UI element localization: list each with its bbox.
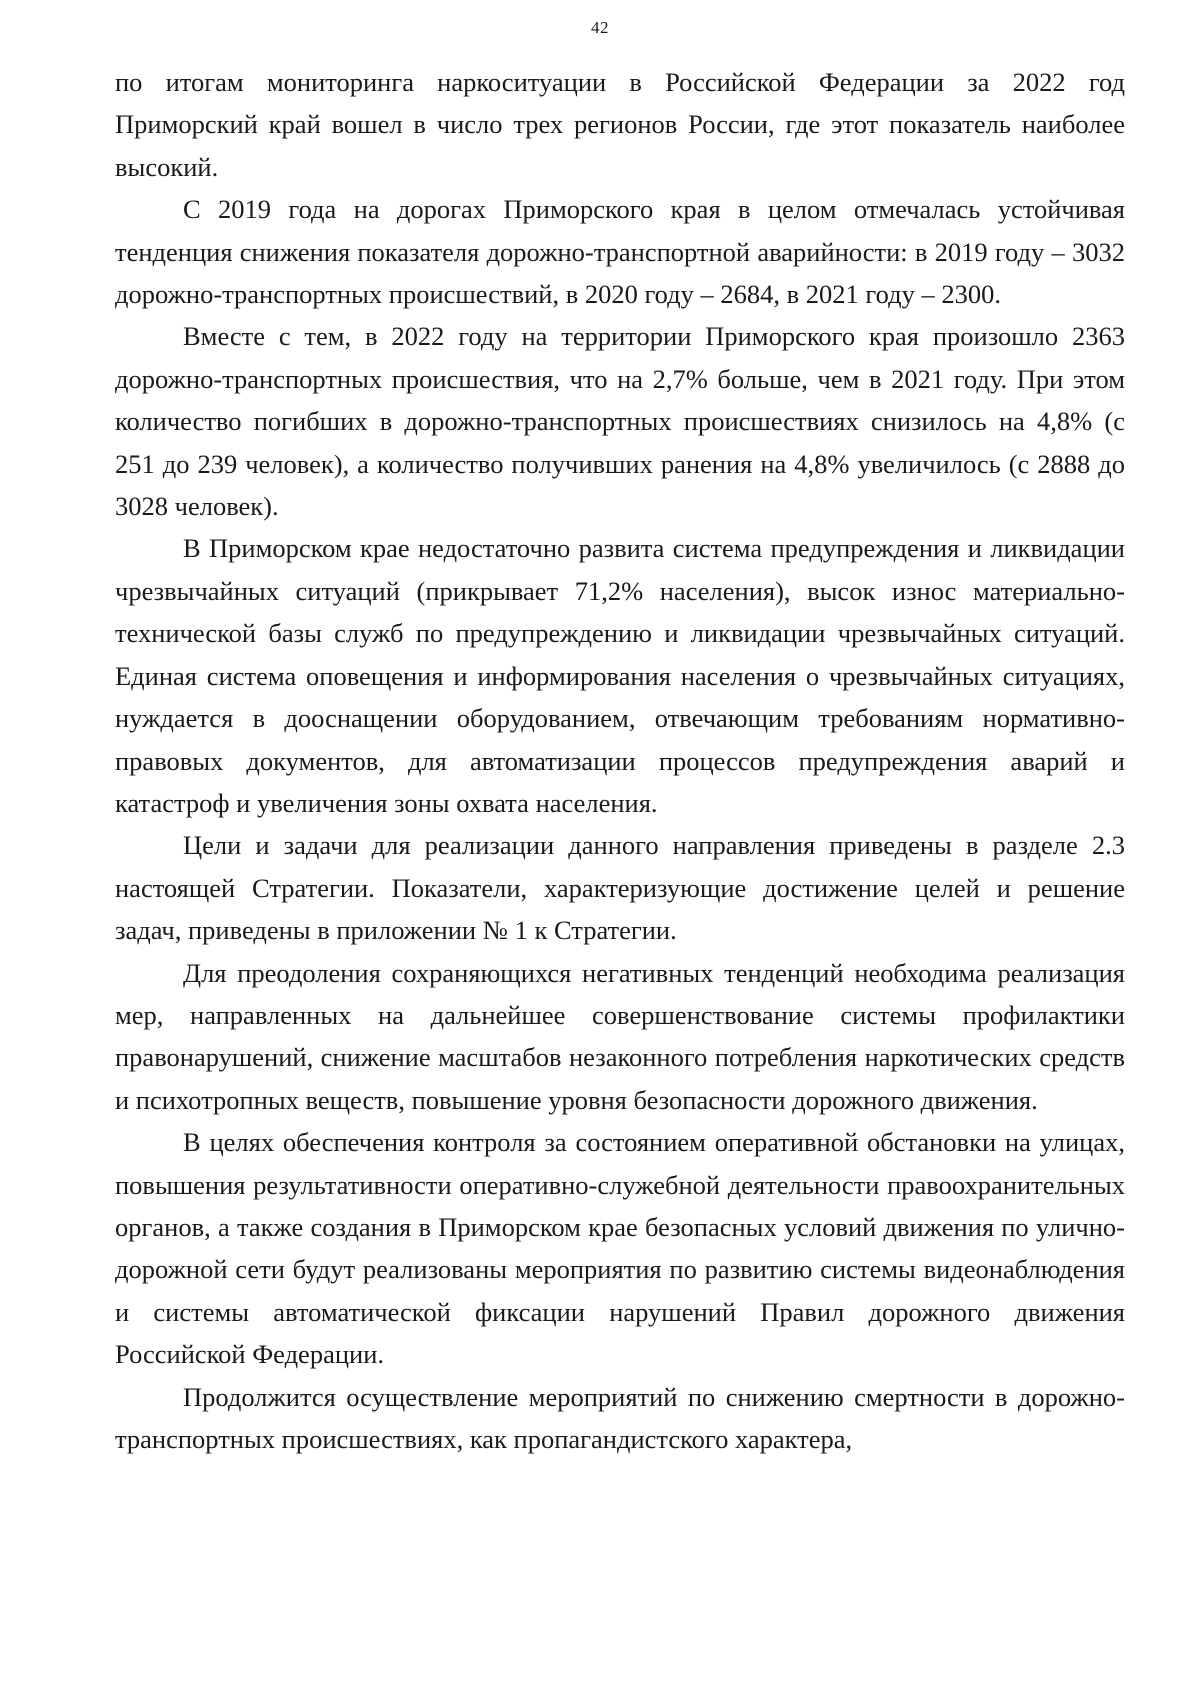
paragraph-emergency-system: В Приморском крае недостаточно развита система предупреждения и ликвидации чрезвычайных ситуаций (прикрывает 71,2% населения), высок износ материально-технической базы служб по предупреждению и ликвидации чрезвычайных ситуаций. Единая система оповещения и информирования населения о чрезвычайных ситуациях, нуждается в дооснащении оборудованием, отвечающим требованиям нормативно-правовых документов, для автоматизации процессов предупреждения аварий и катастроф и увеличения зоны охвата населения. bbox=[115, 533, 1125, 818]
paragraph-road-accidents-2022: Вместе с тем, в 2022 году на территории Приморского края произошло 2363 дорожно-транспортных происшествия, что на 2,7% больше, чем в 2021 году. При этом количество погибших в дорожно-транспортных происшествиях снизилось на 4,8% (с 251 до 239 человек), а количество получивших ранения на 4,8% увеличилось (с 2888 до 3028 человек). bbox=[115, 321, 1125, 522]
paragraph-drug-monitoring: по итогам мониторинга наркоситуации в Российской Федерации за 2022 год Приморский край вошел в число трех регионов России, где этот показатель наиболее высокий. bbox=[115, 67, 1125, 182]
paragraph-road-accident-trend: С 2019 года на дорогах Приморского края в целом отмечалась устойчивая тенденция снижения показателя дорожно-транспортной аварийности: в 2019 году – 3032 дорожно-транспортных происшествий, в 2020 году – 2684, в 2021 году – 2300. bbox=[115, 194, 1125, 310]
page-number: 42 bbox=[591, 18, 609, 37]
paragraph-video-surveillance: В целях обеспечения контроля за состоянием оперативной обстановки на улицах, повышения результативности оперативно-служебной деятельности правоохранительных органов, а также создания в Приморском крае безопасных условий движения по улично-дорожной сети будут реализованы мероприятия по развитию системы видеонаблюдения и системы автоматической фиксации нарушений Правил дорожного движения Российской Федерации. bbox=[115, 1127, 1125, 1370]
body-text bbox=[115, 61, 1125, 1460]
paragraph-goals-reference: Цели и задачи для реализации данного направления приведены в разделе 2.3 настоящей Стратегии. Показатели, характеризующие достижение целей и решение задач, приведены в приложении № 1 к Стратегии. bbox=[115, 830, 1125, 946]
paragraph-measures: Для преодоления сохраняющихся негативных тенденций необходима реализация мер, направленных на дальнейшее совершенствование системы профилактики правонарушений, снижение масштабов незаконного потребления наркотических средств и психотропных веществ, повышение уровня безопасности дорожного движения. bbox=[115, 957, 1125, 1115]
paragraph-mortality-reduction: Продолжится осуществление мероприятий по снижению смертности в дорожно-транспортных происшествиях, как пропагандистского характера, bbox=[115, 1381, 1125, 1454]
